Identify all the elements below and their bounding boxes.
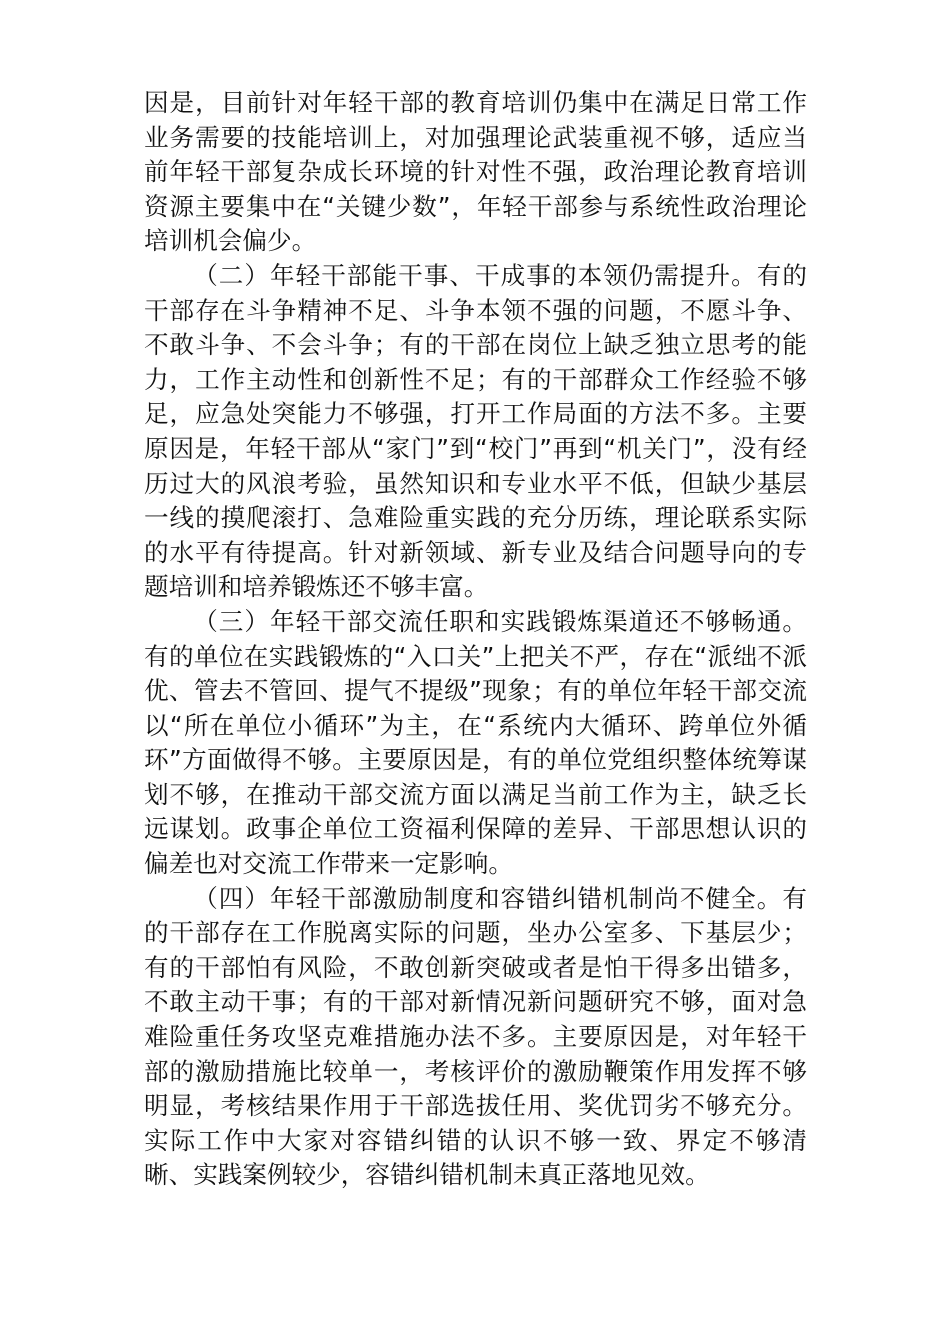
paragraph-section-4: （四）年轻干部激励制度和容错纠错机制尚不健全。有的干部存在工作脱离实际的问题，坐办公室多、下基层少；有的干部怕有风险，不敢创新突破或者是怕干得多出错多，不敢主动干事；有的干部对新情况新问题研究不够，面对急难险重任务攻坚克难措施办法不多。主要原因是，对年轻干部的激励措施比较单一，考核评价的激励鞭策作用发挥不够明显，考核结果作用于干部选拔任用、奖优罚劣不够充分。实际工作中大家对容错纠错的认识不够一致、界定不够清晰、实践案例较少，容错纠错机制未真正落地见效。 [144,883,807,1190]
document-body [144,86,807,1193]
paragraph-section-3: （三）年轻干部交流任职和实践锻炼渠道还不够畅通。有的单位在实践锻炼的“入口关”上把关不严，存在“派绌不派优、管去不管回、提气不提级”现象；有的单位年轻干部交流以“所在单位小循环”为主，在“系统内大循环、跨单位外循环”方面做得不够。主要原因是，有的单位党组织整体统筹谋划不够，在推动干部交流方面以满足当前工作为主，缺乏长远谋划。政事企单位工资福利保障的差异、干部思想认识的偏差也对交流工作带来一定影响。 [144,606,807,879]
paragraph-section-2: （二）年轻干部能干事、干成事的本领仍需提升。有的干部存在斗争精神不足、斗争本领不强的问题，不愿斗争、不敢斗争、不会斗争；有的干部在岗位上缺乏独立思考的能力，工作主动性和创新性不足；有的干部群众工作经验不够足，应急处突能力不够强，打开工作局面的方法不多。主要原因是，年轻干部从“家门”到“校门”再到“机关门”，没有经历过大的风浪考验，虽然知识和专业水平不低，但缺少基层一线的摸爬滚打、急难险重实践的充分历练，理论联系实际的水平有待提高。针对新领域、新专业及结合问题导向的专题培训和培养锻炼还不够丰富。 [144,260,807,602]
paragraph-continuation: 因是，目前针对年轻干部的教育培训仍集中在满足日常工作业务需要的技能培训上，对加强理论武装重视不够，适应当前年轻干部复杂成长环境的针对性不强，政治理论教育培训资源主要集中在“关键少数”，年轻干部参与系统性政治理论培训机会偏少。 [144,88,807,256]
